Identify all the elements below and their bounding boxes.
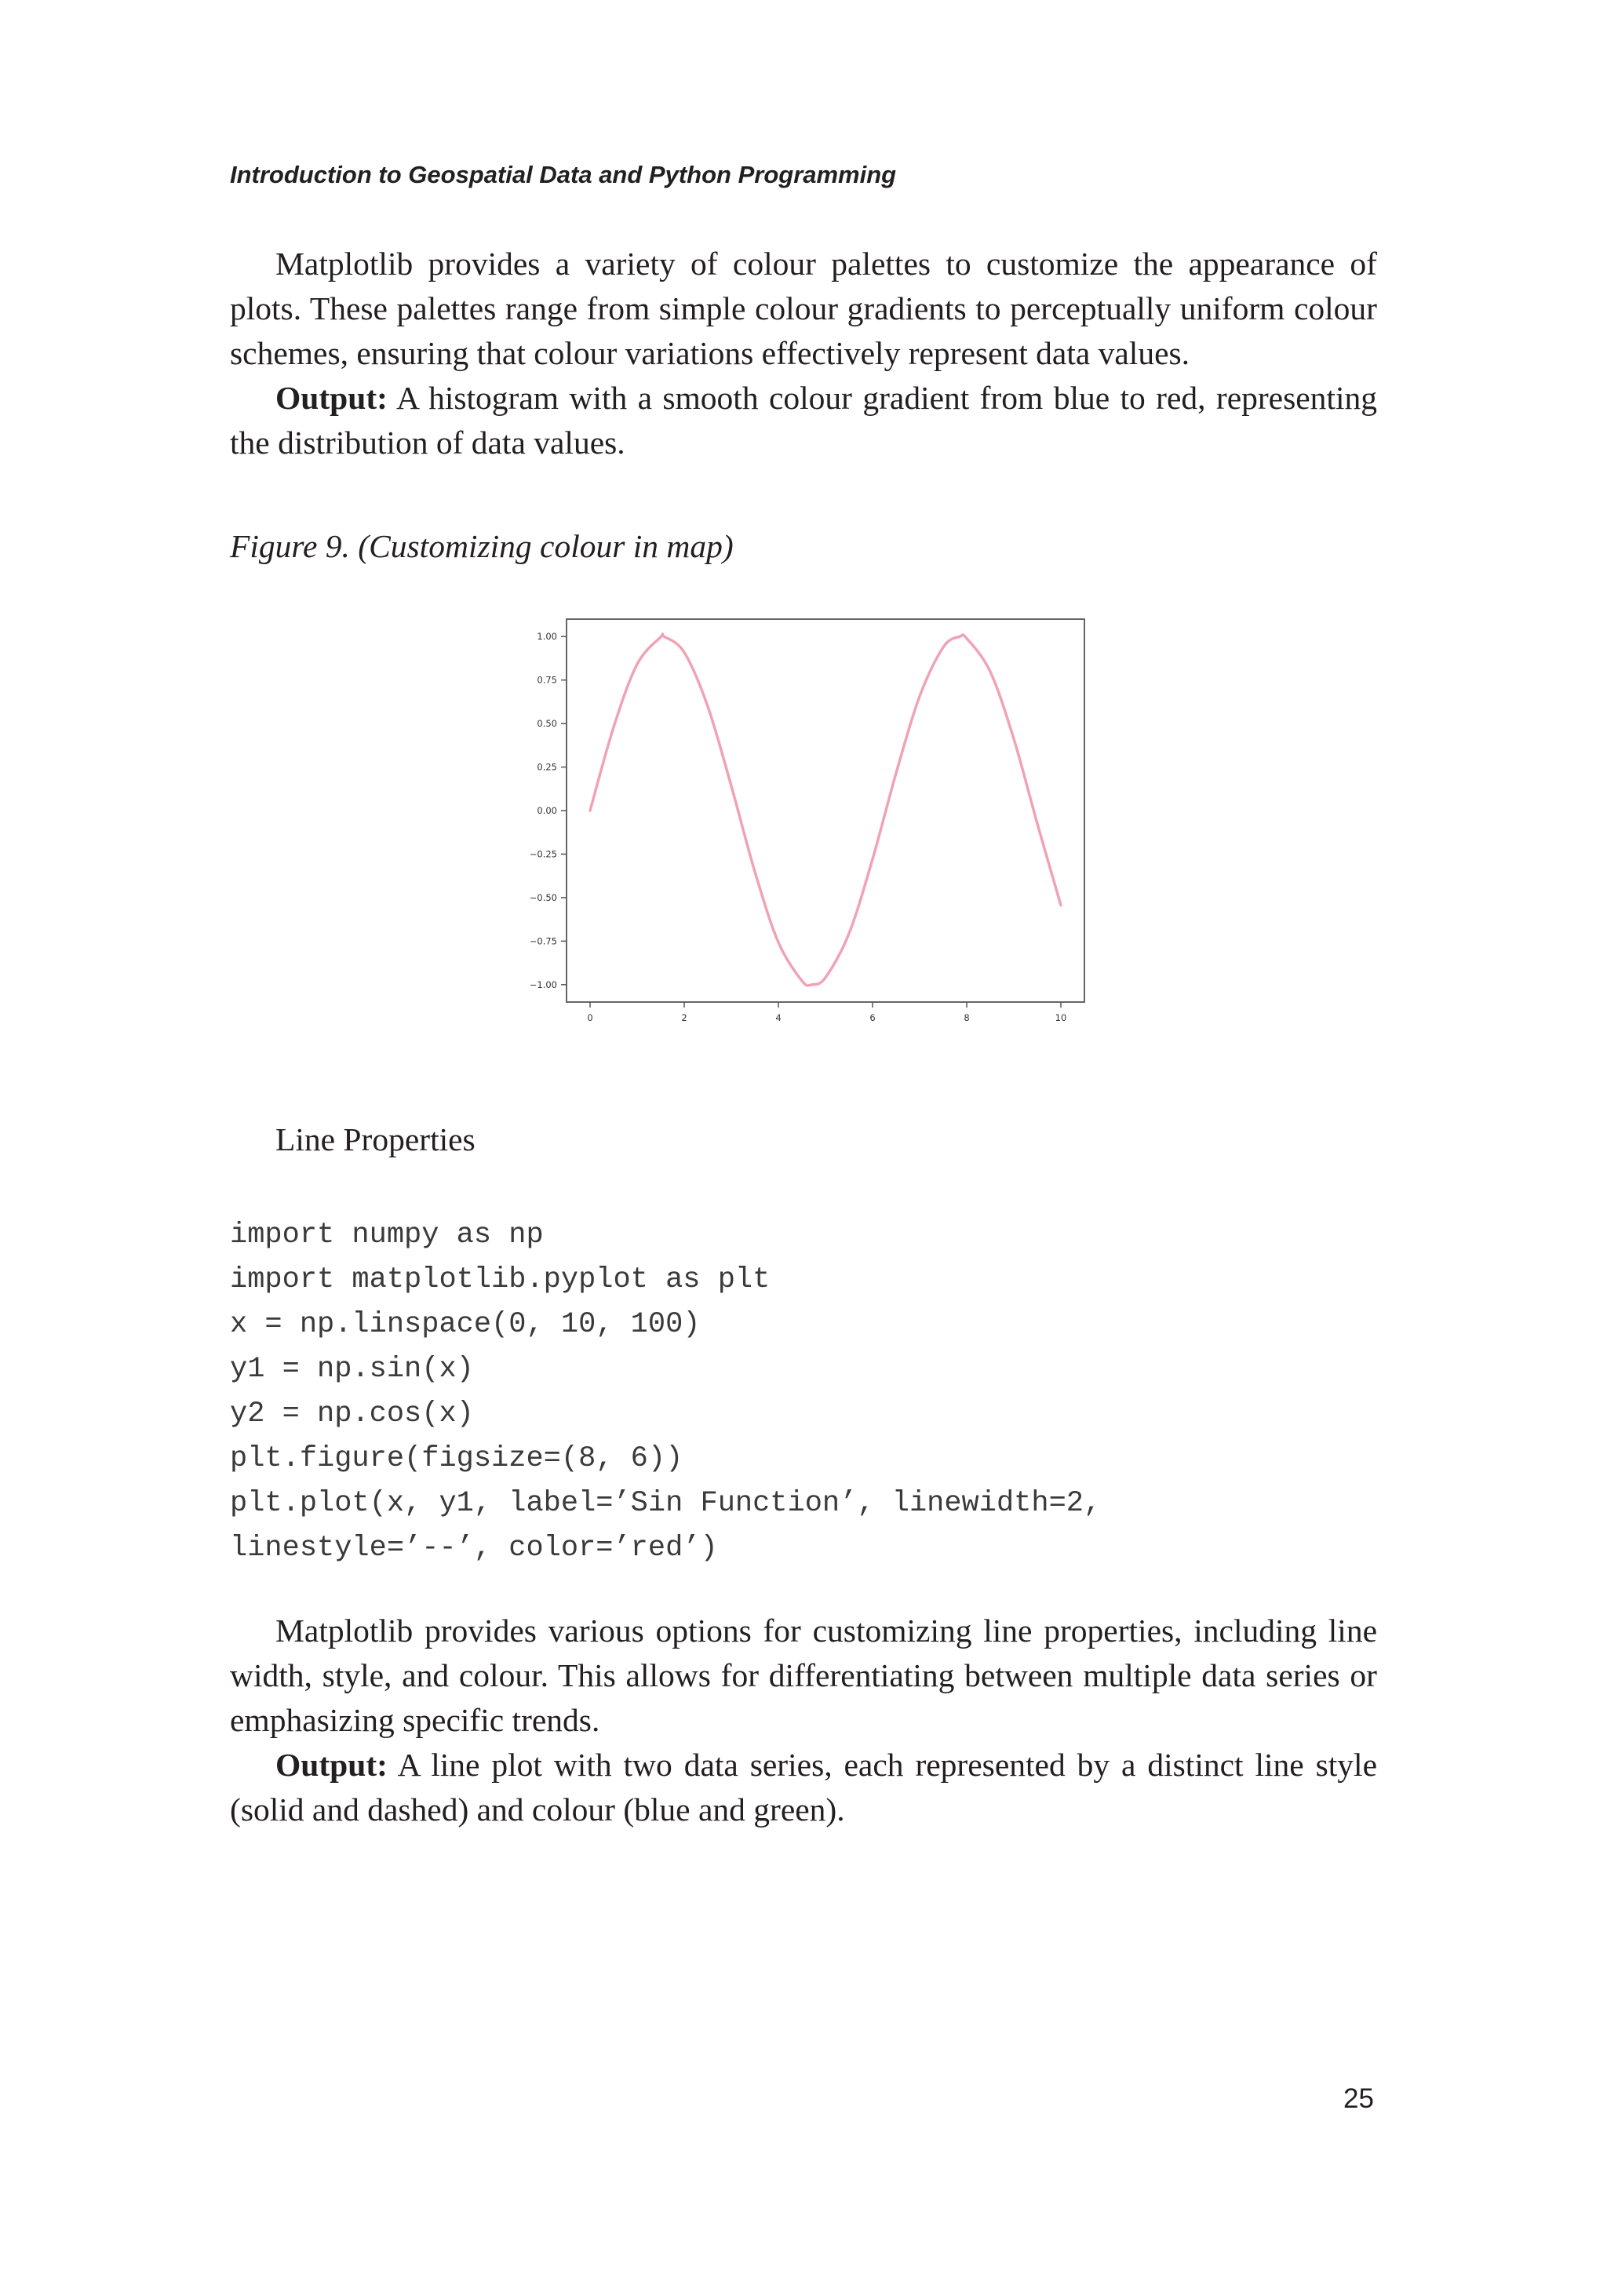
output-paragraph-1 — [230, 376, 1377, 465]
code-line: y1 = np.sin(x) — [230, 1353, 474, 1386]
y-tick-label: 1.00 — [537, 631, 557, 643]
code-line: x = np.linspace(0, 10, 100) — [230, 1308, 701, 1341]
output-label: Output: — [275, 380, 388, 416]
y-tick-label: −0.25 — [529, 848, 557, 860]
x-tick-label: 4 — [775, 1012, 782, 1023]
y-axis-ticks — [530, 631, 567, 990]
x-tick-label: 6 — [869, 1012, 876, 1023]
plot-area-frame — [567, 619, 1084, 1002]
x-axis-ticks — [587, 1002, 1066, 1023]
code-block — [230, 1213, 1101, 1571]
sine-series-line — [590, 634, 1061, 986]
code-line: import numpy as np — [230, 1219, 544, 1252]
output-text: A histogram with a smooth colour gradient from blue to red, representing the distribution of data values. — [230, 380, 1377, 461]
y-tick-label: 0.75 — [537, 674, 557, 686]
y-tick-label: −1.00 — [529, 979, 557, 990]
y-tick-label: 0.00 — [537, 805, 557, 816]
y-tick-label: −0.50 — [529, 891, 557, 903]
code-line: y2 = np.cos(x) — [230, 1398, 474, 1430]
y-tick-label: 0.50 — [537, 718, 557, 730]
sine-line-chart — [502, 604, 1099, 1036]
output-label: Output: — [275, 1747, 388, 1783]
figure-caption: Figure 9. (Customizing colour in map) — [230, 528, 734, 564]
y-tick-label: −0.75 — [529, 935, 557, 947]
output-paragraph-2 — [230, 1743, 1377, 1832]
code-line: plt.figure(figsize=(8, 6)) — [230, 1442, 683, 1475]
code-line: linestyle=’--’, color=’red’) — [230, 1532, 718, 1565]
x-tick-label: 8 — [964, 1012, 970, 1023]
page-number: 25 — [1343, 2083, 1374, 2114]
running-header: Introduction to Geospatial Data and Python Programming — [230, 161, 897, 188]
y-tick-label: 0.25 — [537, 761, 557, 773]
line-properties-paragraph: Matplotlib provides various options for customizing line properties, including line width, style, and colour. This allows for differentiating between multiple data series or emphasizing specific trends. — [230, 1613, 1377, 1738]
section-heading-line-properties: Line Properties — [275, 1121, 476, 1157]
x-tick-label: 2 — [681, 1012, 687, 1023]
x-tick-label: 10 — [1055, 1012, 1067, 1023]
code-line: import matplotlib.pyplot as plt — [230, 1263, 771, 1296]
intro-paragraph: Matplotlib provides a variety of colour palettes to customize the appearance of plots. These palettes range from simple colour gradients to perceptually uniform colour schemes, ensuring that colour variations effectively represent data values. — [230, 246, 1377, 371]
code-line: plt.plot(x, y1, label=’Sin Function’, linewidth=2, — [230, 1487, 1102, 1520]
x-tick-label: 0 — [587, 1012, 593, 1023]
output-text: A line plot with two data series, each represented by a distinct line style (solid and dashed) and colour (blue and green). — [230, 1747, 1377, 1828]
